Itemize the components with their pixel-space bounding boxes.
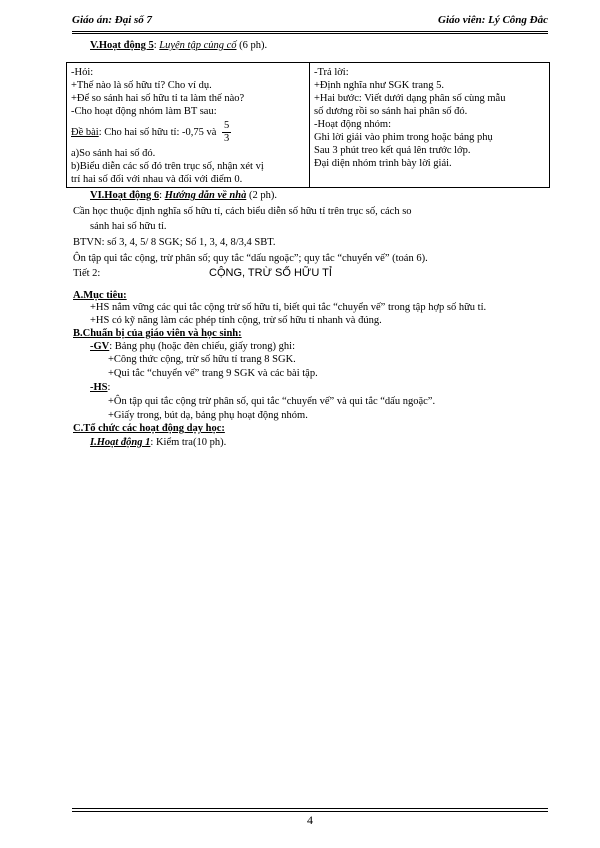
- section-6-sep: :: [159, 190, 165, 201]
- activity-1-label: I.Hoạt động 1: [90, 437, 151, 448]
- question-line: -Cho hoạt động nhóm làm BT sau:: [71, 106, 217, 117]
- section-5-duration: (6 ph).: [236, 40, 268, 51]
- footer-rule: [72, 808, 548, 809]
- answer-line: Đại diện nhóm trình bày lời giải.: [314, 158, 452, 169]
- teacher-item: +Công thức cộng, trừ số hữu tỉ trang 8 SGK.: [108, 354, 296, 365]
- exercise-text: : Cho hai số hữu tỉ: -0,75 và: [98, 126, 217, 138]
- fraction: [222, 120, 231, 145]
- preparation-heading: B.Chuẩn bị của giáo viên và học sinh:: [73, 328, 242, 339]
- answer-line: Sau 3 phút treo kết quả lên trước lớp.: [314, 145, 471, 156]
- section-5-title: Luyện tập củng cố: [159, 40, 237, 51]
- section-5-sep: :: [153, 40, 160, 51]
- homework-review: Ôn tập qui tắc cộng, trừ phân số; quy tắc “dấu ngoặc”; quy tắc “chuyển vế” (toán 6).: [73, 253, 428, 264]
- activity-1-heading: [90, 436, 226, 449]
- answer-line: Ghi lời giải vào phim trong hoặc bảng phụ: [314, 132, 493, 143]
- section-5-heading: [90, 39, 267, 52]
- homework-exercises: BTVN: số 3, 4, 5/ 8 SGK; Số 1, 3, 4, 8/3,4 SBT.: [73, 237, 276, 248]
- section-5-label: V.Hoạt động 5: [90, 40, 154, 51]
- teacher-item: +Qui tắc “chuyển vế” trang 9 SGK và các bài tập.: [108, 368, 318, 379]
- activity-1-text: Kiểm tra(10 ph).: [155, 437, 227, 448]
- section-6-duration: (2 ph).: [246, 190, 277, 201]
- question-line: +Để so sánh hai số hữu tỉ ta làm thế nào?: [71, 93, 245, 104]
- answer-line: -Trả lời:: [314, 67, 349, 78]
- lesson-label: Tiết 2:: [73, 268, 101, 279]
- exercise-statement: [71, 120, 305, 145]
- exercise-part-b: b)Biểu diễn các số đó trên trục số, nhận xét vị: [71, 161, 264, 172]
- activity-1-sep: :: [150, 437, 156, 448]
- header-lesson-plan-title: Giáo án: Đại số 7: [72, 14, 153, 26]
- exercise-part-b-cont: trí hai số đối với nhau và đối với điểm 0.: [71, 174, 243, 185]
- header-teacher-name: Giáo viên: Lý Công Đắc: [438, 14, 548, 26]
- objective-item: +HS nắm vững các qui tắc cộng trừ số hữu tỉ, biết qui tắc “chuyển vế” trong tập hợp số hữu tỉ.: [90, 302, 487, 313]
- lesson-title: CỘNG, TRỪ SỐ HỮU TỈ: [209, 267, 332, 279]
- page-header: [72, 14, 548, 30]
- questions-column: [71, 66, 305, 186]
- objective-item: +HS có kỹ năng làm các phép tính cộng, trừ số hữu tỉ nhanh và đúng.: [90, 315, 382, 326]
- homework-line-1: Cần học thuộc định nghĩa số hữu tỉ, cách biểu diễn số hữu tỉ trên trục số, cách so: [73, 206, 412, 217]
- teacher-preparation: [90, 340, 295, 353]
- student-item: +Giấy trong, bút dạ, bảng phụ hoạt động nhóm.: [108, 410, 308, 421]
- fraction-numerator: 5: [224, 120, 230, 131]
- homework-line-2: sánh hai số hữu tỉ.: [90, 221, 167, 232]
- header-rule-secondary: [72, 33, 548, 34]
- student-item: +Ôn tập qui tắc cộng trừ phân số, qui tắc “chuyển vế” và qui tắc “dấu ngoặc”.: [108, 396, 436, 407]
- answer-line: số dương rồi so sánh hai phân số đó.: [314, 106, 468, 117]
- activities-heading: C.Tổ chức các hoạt động dạy học:: [73, 423, 225, 434]
- answer-line: +Định nghĩa như SGK trang 5.: [314, 80, 445, 91]
- table-divider: [309, 63, 310, 187]
- student-preparation: [90, 381, 110, 394]
- objectives-heading: A.Mục tiêu:: [73, 290, 127, 301]
- answers-column: [314, 66, 544, 170]
- section-6-title: Hướng dẫn về nhà: [164, 190, 247, 201]
- fraction-denominator: 3: [224, 133, 230, 144]
- exercise-label: Đề bài: [71, 126, 99, 138]
- answer-line: -Hoạt động nhóm:: [314, 119, 391, 130]
- question-line: -Hỏi:: [71, 67, 94, 78]
- question-line: +Thế nào là số hữu tỉ? Cho ví dụ.: [71, 80, 212, 91]
- student-colon: :: [107, 382, 111, 393]
- answer-line: +Hai bước: Viết dưới dạng phân số cùng mẫu: [314, 93, 506, 104]
- page-number: 4: [307, 813, 313, 827]
- footer-rule-secondary: [72, 811, 548, 812]
- exercise-part-a: a)So sánh hai số đó.: [71, 148, 156, 159]
- activity-table: [66, 62, 550, 188]
- header-rule: [72, 31, 548, 32]
- section-6-label: VI.Hoạt động 6: [90, 190, 160, 201]
- section-6-heading: [90, 189, 277, 202]
- teacher-materials: : Bảng phụ (hoặc đèn chiếu, giấy trong) ghi:: [109, 341, 295, 352]
- student-label: -HS: [90, 382, 108, 393]
- teacher-label: -GV: [90, 341, 110, 352]
